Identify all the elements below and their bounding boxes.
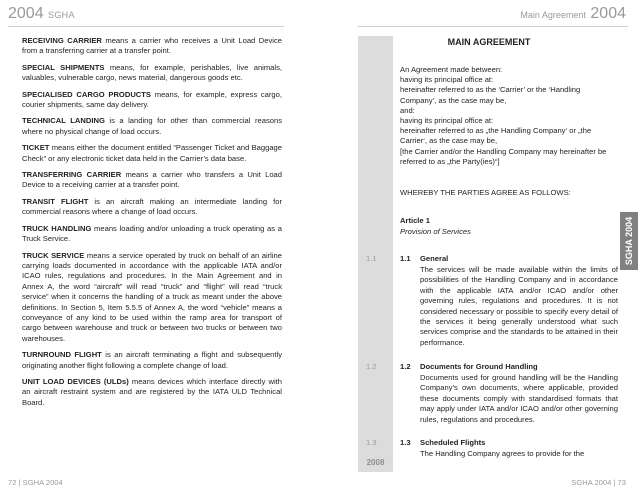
definition-term: TRANSFERRING CARRIER xyxy=(22,170,122,180)
definition-item xyxy=(22,63,282,84)
definition-text: means loading and/or unloading a truck operating as a Truck Service. xyxy=(22,223,283,244)
definition-term: TRANSIT FLIGHT xyxy=(22,196,89,206)
section-title: Scheduled Flights xyxy=(420,438,486,447)
agreement-title: MAIN AGREEMENT xyxy=(447,37,531,47)
page-footer-right: SGHA 2004 | 73 xyxy=(571,478,626,487)
preamble-line: An Agreement made between: xyxy=(400,65,503,74)
definition-text: means a carrier who transfers a Unit Load Device to a receiving carrier at a transfer point. xyxy=(22,170,282,190)
definition-text: is an aircraft making an intermediate landing for commercial reasons where a change of load occurs. xyxy=(22,196,282,217)
definition-term: RECEIVING CARRIER xyxy=(22,36,102,45)
definition-term: TRUCK SERVICE xyxy=(22,250,85,260)
definition-text: means, for example, perishables, live animals, valuables, vulnerable cargo, news material, dangerous goods etc. xyxy=(22,62,282,83)
side-tab xyxy=(620,212,638,270)
definition-item xyxy=(22,143,282,164)
definition-item xyxy=(22,116,282,137)
margin-number: 1.2 xyxy=(366,362,377,371)
section-body: The services will be made available within the limits of possibilities of the Handling Company and in accordance with the applicable IATA and/or ICAO and/or other governing rules, regulations and procedures. It is not considered necessary or possible to specify every detail of the services it being generally understood what such services comprise and the standards to be attained in their performance. xyxy=(420,265,618,347)
preamble-line: hereinafter referred to as the ‘Carrier’ or the ‘Handling xyxy=(400,85,581,95)
definition-term: TECHNICAL LANDING xyxy=(22,116,105,126)
definitions-column xyxy=(22,36,282,414)
definition-item xyxy=(22,350,282,371)
section-number: 1.3 xyxy=(400,438,411,447)
definition-term: TRUCK HANDLING xyxy=(22,223,92,233)
definition-term: TURNROUND FLIGHT xyxy=(22,350,102,360)
whereby-line: WHEREBY THE PARTIES AGREE AS FOLLOWS: xyxy=(400,188,571,197)
page-footer-left: 72 | SGHA 2004 xyxy=(8,478,63,487)
definition-item xyxy=(22,377,282,408)
article-heading: Article 1 xyxy=(400,216,430,225)
definition-text: means devices which interface directly with an aircraft restraint system and are registered by the IATA ULD Technical Board. xyxy=(22,376,282,407)
preamble-line: Company’, as the case may be, xyxy=(400,95,507,105)
section-title: General xyxy=(420,254,449,263)
definition-item xyxy=(22,90,282,111)
section-number: 1.2 xyxy=(400,362,411,371)
side-tab-label: SGHA 2004 xyxy=(624,216,634,266)
preamble-line: referred to as „the Party(ies)“] xyxy=(400,156,500,166)
definition-term: TICKET xyxy=(22,143,50,153)
definition-text: is a landing for other than commercial reasons where no physical change of load occurs. xyxy=(22,116,282,136)
header-rule-left xyxy=(8,26,284,27)
definition-item xyxy=(22,251,282,345)
margin-number: 1.1 xyxy=(366,254,377,263)
article-subheading: Provision of Services xyxy=(400,227,471,236)
margin-number: 1.3 xyxy=(366,438,377,447)
header-title-right: Main Agreement xyxy=(520,10,586,20)
margin-year: 2008 xyxy=(366,458,385,467)
header-title-left: SGHA xyxy=(48,10,75,20)
definition-text: means, for example, express cargo, courier shipments, same day delivery. xyxy=(22,89,282,110)
definition-term: SPECIALISED CARGO PRODUCTS xyxy=(22,89,151,99)
preamble-line: Carrier‘, as the case may be, xyxy=(400,136,498,146)
running-header-right xyxy=(520,5,626,23)
section-number: 1.1 xyxy=(400,254,411,263)
definition-item xyxy=(22,36,282,57)
preamble-line: and: xyxy=(400,105,415,115)
definition-term: UNIT LOAD DEVICES (ULDs) xyxy=(22,376,129,386)
definition-text: means a service operated by truck on behalf of an airline carrying loads documented in accordance with the applicable IATA and/or ICAO rules, regulations and procedures. In the Main Agreement and in Annex A, the word “aircraft” will read “truck” and “flight” will read “truck service” when it concerns the handling of a truck as meant under the above definitions. In Section 5, Item 5.5.5 of Annex A, the word “vehicle” means a conveyance of any kind to be used within the ramp area for transport of cargo between warehouse and truck or between two trucks or between two warehouses. xyxy=(22,250,282,343)
definition-term: SPECIAL SHIPMENTS xyxy=(22,62,105,72)
preamble-line: [the Carrier and/or the Handling Company may hereinafter be xyxy=(400,146,607,156)
definition-item xyxy=(22,224,282,245)
definition-text: means a carrier who receives a Unit Load Device from a transferring carrier at a transfer point. xyxy=(22,36,282,56)
running-header-left xyxy=(8,5,75,23)
preamble-line: hereinafter referred to as „the Handling Company‘ or „the xyxy=(400,126,592,136)
definition-text: means either the document entitled “Passenger Ticket and Baggage Check” or any electronic ticket data held in the Carrier’s data base. xyxy=(22,143,282,163)
header-year-left: 2004 xyxy=(8,5,44,22)
definition-item xyxy=(22,197,282,218)
header-rule-right xyxy=(358,26,628,27)
section-body: The Handling Company agrees to provide for the xyxy=(420,449,585,458)
section-title: Documents for Ground Handling xyxy=(420,362,538,371)
definition-text: is an aircraft terminating a flight and subsequently originating another flight following a complete change of load. xyxy=(22,350,282,370)
preamble-line: having its principal office at: xyxy=(400,75,494,85)
section-body: Documents used for ground handling will be the Handling Company’s own documents, where applicable, provided these documents comply with standardised formats that may apply under IATA and/or ICAO and/or other governing rules, regulations and procedures. xyxy=(420,373,618,424)
header-year-right: 2004 xyxy=(590,5,626,22)
agreement-preamble xyxy=(400,65,630,167)
definition-item xyxy=(22,170,282,191)
preamble-line: having its principal office at: xyxy=(400,116,494,126)
